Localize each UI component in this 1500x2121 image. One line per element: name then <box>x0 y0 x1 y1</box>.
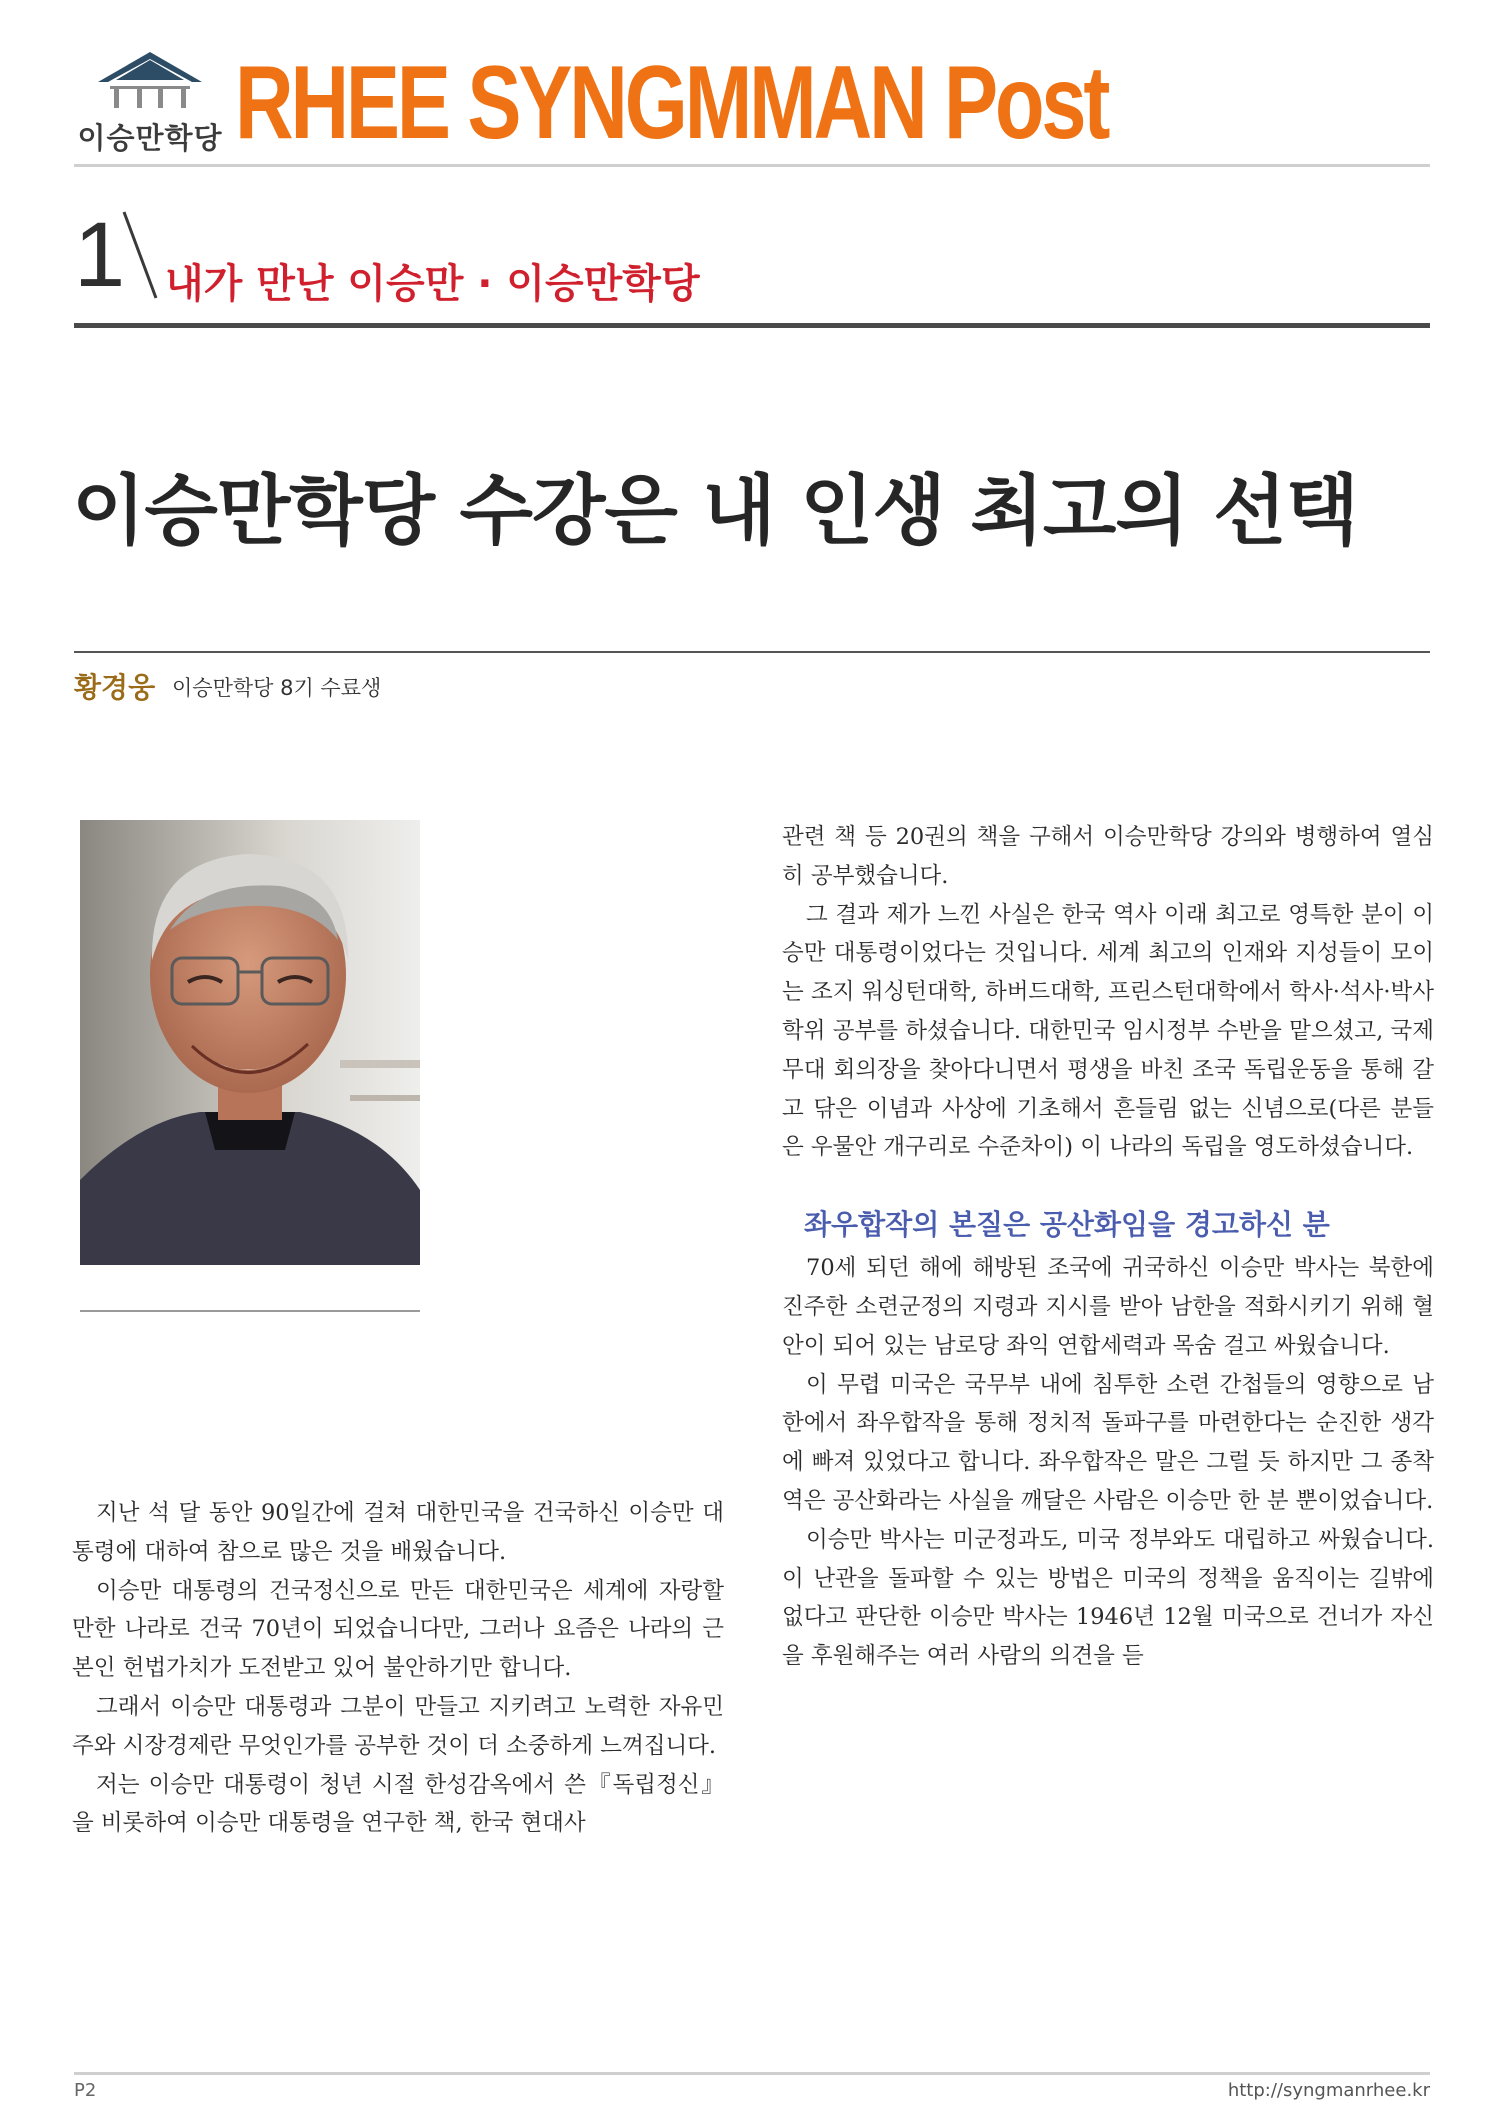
section-title: 내가 만난 이승만 · 이승만학당 <box>165 261 700 307</box>
paragraph: 저는 이승만 대통령이 청년 시절 한성감옥에서 쓴『독립정신』을 비롯하여 이승만 대통령을 연구한 책, 한국 현대사 <box>72 1771 724 1837</box>
author-role: 이승만학당 8기 수료생 <box>172 676 382 700</box>
section-slash-icon <box>118 208 162 308</box>
paragraph: 지난 석 달 동안 90일간에 걸쳐 대한민국을 건국하신 이승만 대통령에 대하여 참으로 많은 것을 배웠습니다. <box>72 1500 724 1565</box>
hall-roof-icon <box>92 48 208 114</box>
paragraph: 70세 되던 해에 해방된 조국에 귀국하신 이승만 박사는 북한에 진주한 소련군정의 지령과 지시를 받아 남한을 적화시키기 위해 혈안이 되어 있는 남로당 좌익 연합세력과 목숨 걸고 싸웠습니다. <box>782 1255 1434 1359</box>
body-column-right <box>782 818 1434 1676</box>
paragraph: 그 결과 제가 느낀 사실은 한국 역사 이래 최고로 영특한 분이 이승만 대통령이었다는 것입니다. 세계 최고의 인재와 지성들이 모이는 조지 워싱턴대학, 하버드대학, 프린스턴대학에서 학사·석사·박사학위 공부를 하셨습니다. 대한민국 임시정부 수반을 맡으셨고, 국제무대 회의장을 찾아다니면서 평생을 바친 조국 독립운동을 통해 갈고 닦은 이념과 사상에 기초해서 흔들림 없는 신념으로(다른 분들은 우물안 개구리로 수준차이) 이 나라의 독립을 영도하셨습니다. <box>782 901 1434 1161</box>
header-divider <box>74 164 1430 167</box>
photo-caption-divider <box>80 1310 420 1312</box>
paragraph: 이 무렵 미국은 국무부 내에 침투한 소련 간첩들의 영향으로 남한에서 좌우합작을 통해 정치적 돌파구를 마련한다는 순진한 생각에 빠져 있었다고 합니다. 좌우합작은 말은 그럴 듯 하지만 그 종착역은 공산화라는 사실을 깨달은 사람은 이승만 한 분 뿐이었습니다. <box>782 1371 1434 1514</box>
paragraph: 관련 책 등 20권의 책을 구해서 이승만학당 강의와 병행하여 열심히 공부했습니다. <box>782 824 1434 889</box>
section-number: 1 <box>74 204 126 306</box>
paragraph: 이승만 박사는 미군정과도, 미국 정부와도 대립하고 싸웠습니다. 이 난관을 돌파할 수 있는 방법은 미국의 정책을 움직이는 길밖에 없다고 판단한 이승만 박사는 1946년 12월 미국으로 건너가 자신을 후원해주는 여러 사람의 의견을 듣 <box>782 1526 1434 1670</box>
section-divider <box>74 323 1430 328</box>
subheading: 좌우합작의 본질은 공산화임을 경고하신 분 <box>804 1208 1330 1242</box>
logo <box>74 48 226 156</box>
footer-divider <box>74 2072 1430 2075</box>
paragraph: 그래서 이승만 대통령과 그분이 만들고 지키려고 노력한 자유민주와 시장경제란 무엇인가를 공부한 것이 더 소중하게 느껴집니다. <box>72 1693 724 1759</box>
paragraph: 이승만 대통령의 건국정신으로 만든 대한민국은 세계에 자랑할 만한 나라로 건국 70년이 되었습니다만, 그러나 요즘은 나라의 근본인 헌법가치가 도전받고 있어 불안하기만 합니다. <box>72 1577 725 1682</box>
article-headline: 이승만학당 수강은 내 인생 최고의 선택 <box>72 466 1358 555</box>
site-url[interactable]: http://syngmanrhee.kr <box>1227 2080 1430 2101</box>
logo-text: 이승만학당 <box>77 121 223 155</box>
author-portrait <box>80 820 420 1265</box>
body-column-left <box>72 1494 724 1843</box>
page-number: P2 <box>74 2080 97 2101</box>
masthead-title: RHEE SYNGMMAN Post <box>235 45 1108 161</box>
headline-divider <box>74 651 1430 653</box>
author-name: 황경웅 <box>74 671 156 704</box>
